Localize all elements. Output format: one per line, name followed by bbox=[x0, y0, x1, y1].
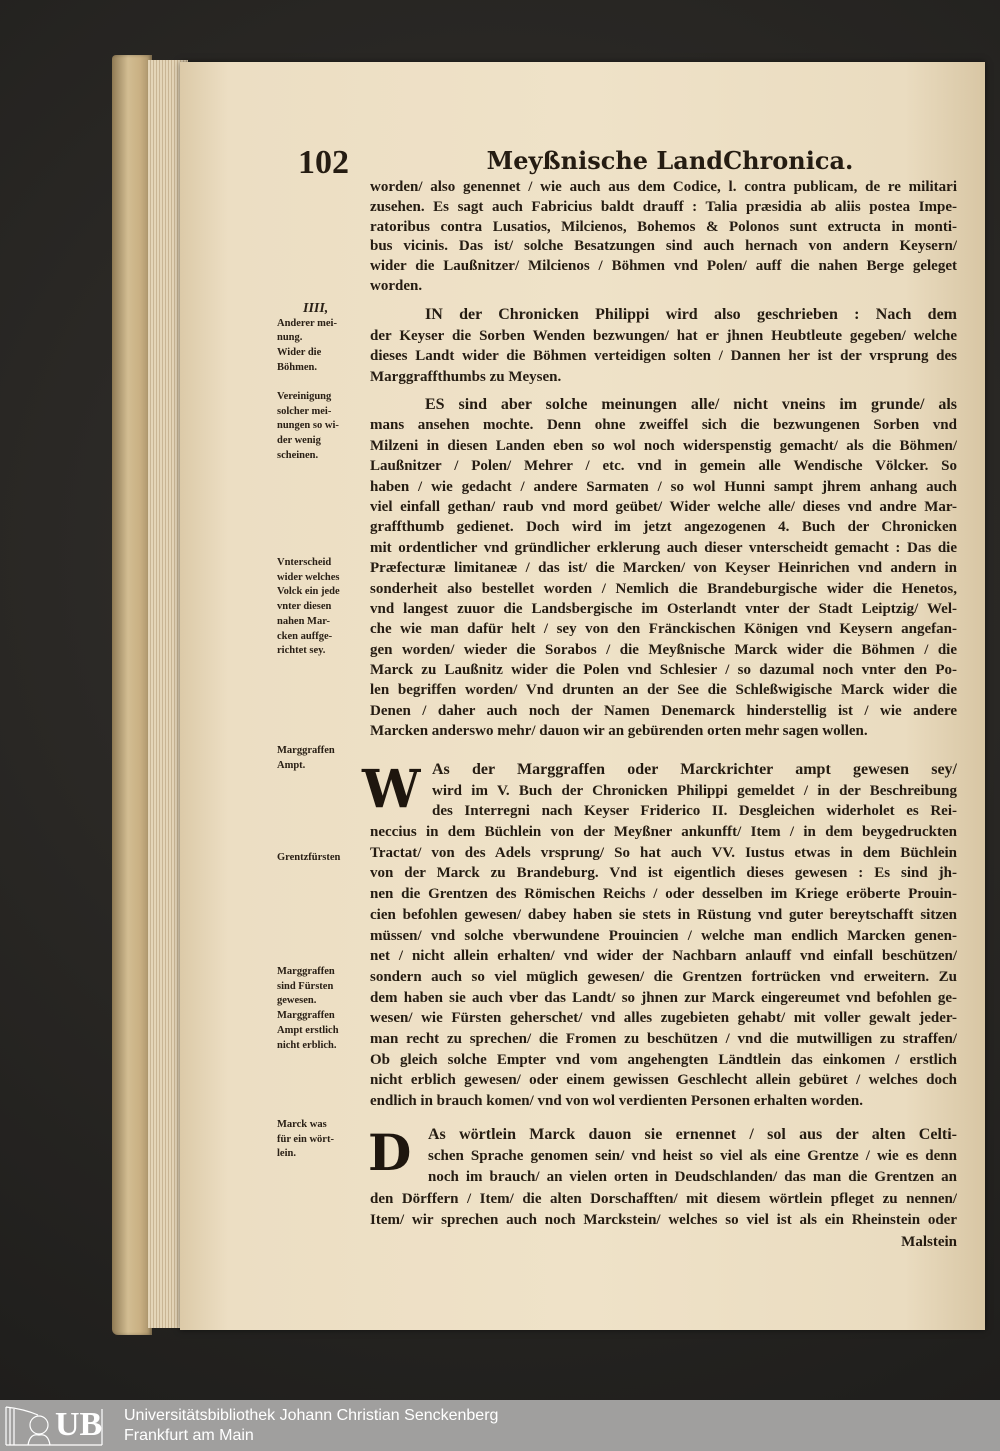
text-line: mit ordentlicher vnd gründlicher erklerung auch dieser vnterscheidt gemacht : Das die bbox=[370, 539, 957, 556]
page-number: 102 bbox=[298, 144, 349, 181]
margin-note-line: solcher mei- bbox=[277, 405, 332, 417]
margin-note-line: Grentzfürsten bbox=[277, 852, 341, 863]
text-line: sondern auch so viel müglich gewesen/ die Grentzen fortrücken vnd erweitern. Zu bbox=[370, 968, 957, 985]
paragraph-1 bbox=[370, 178, 957, 297]
margin-note-line: IIII, bbox=[303, 301, 329, 316]
margin-note-line: Vereinigung bbox=[277, 391, 332, 402]
text-line: Marcken anderswo mehr/ dauon wir an gebürenden orten mehr sagen wollen. bbox=[370, 723, 868, 740]
text-line: Denen / daher auch noch der Namen Denemarck hinderstellig ist / wie andere bbox=[370, 702, 957, 719]
text-line: den Dörffern / Item/ die alten Dorschafften/ mit diesem wörtlein pfleget zu nennen/ bbox=[370, 1190, 957, 1207]
margin-note-line: cken auffge- bbox=[277, 630, 333, 642]
text-line: Præfecturæ limitaneæ / das ist/ die Marcken/ von Keyser Heinrichen vnd andern in bbox=[370, 560, 957, 577]
text-line: bus vicinis. Das ist/ solche Besatzungen sind auch hernach von andern Keysern/ bbox=[370, 238, 957, 255]
book-cover-edge bbox=[112, 55, 152, 1335]
margin-note bbox=[277, 556, 367, 659]
margin-note bbox=[277, 390, 367, 464]
margin-note-line: Wider die bbox=[277, 347, 322, 359]
margin-note-line: Marggraffen bbox=[277, 1010, 335, 1022]
margin-note-line: Marggraffen bbox=[277, 966, 335, 977]
margin-note-line: Marggraffen bbox=[277, 745, 335, 756]
text-line: IN der Chronicken Philippi wird also geschrieben : Nach dem bbox=[425, 306, 957, 323]
text-line: Item/ wir sprechen auch noch Marckstein/ welches so viel ist als ein Rheinstein oder bbox=[370, 1212, 957, 1228]
margin-note-line: Ampt erstlich bbox=[277, 1024, 339, 1036]
library-name-line2: Frankfurt am Main bbox=[124, 1427, 254, 1444]
text-line: neccius in dem Büchlein von der Meyßner ankunfft/ Item / in dem beygedruckten bbox=[370, 824, 957, 841]
library-footer bbox=[0, 1400, 1000, 1451]
text-line: wird im V. Buch der Chronicken Philippi gemeldet / in der Beschreibung bbox=[432, 782, 957, 799]
text-line: Tractat/ von des Adels vrsprung/ So hat auch VV. Iustus etwas in dem Büchlein bbox=[370, 844, 957, 861]
text-line: len begriffen worden/ Vnd drunten an der See die Schleßwigische Marck wider die bbox=[370, 682, 957, 699]
text-line: ES sind aber solche meinungen alle/ nicht vneins im grunde/ als bbox=[425, 396, 957, 413]
paragraph-2 bbox=[370, 305, 957, 387]
text-line: Marck zu Laußnitz wider die Polen vnd Schlesier / so dazumal noch vnter den Po- bbox=[370, 662, 957, 679]
text-line: viel einfall gethan/ raub vnd mord geübet/ Wider welche alle/ dieses vnd andre Mar- bbox=[370, 498, 957, 515]
text-line: Milzeni in diesen Landen eben so wol noch widerspenstig gemacht/ als die Böhmen/ bbox=[370, 437, 957, 454]
text-line: des Interregni nach Keyser Friderico II. Desgleichen widerholet es Rei- bbox=[432, 803, 957, 820]
drop-cap-d: D bbox=[368, 1123, 412, 1182]
library-name bbox=[124, 1406, 498, 1446]
margin-note-line: Böhmen. bbox=[277, 361, 317, 373]
text-line: che wie man dafür helt / sey von den Fränckischen Königen vnd Keysern angefan- bbox=[370, 621, 957, 638]
text-line: von der Marck zu Brandeburg. Vnd ist eigentlich dieses gewesen : Es sind jh- bbox=[370, 865, 957, 882]
margin-note-line: Anderer mei- bbox=[277, 317, 337, 329]
paragraph-4 bbox=[370, 760, 957, 1112]
text-line: nicht erblich gewesen/ oder einem gewissen Geschlecht allein gebüret / welches doch bbox=[370, 1072, 957, 1089]
paragraph-5 bbox=[370, 1124, 957, 1253]
margin-note bbox=[277, 1118, 367, 1162]
margin-note bbox=[277, 302, 367, 376]
text-line: nen die Grentzen des Römischen Reichs / oder desselben im Kriege eröberte Prouin- bbox=[370, 886, 957, 903]
text-line: mans ansehen mochte. Denn ohne zweiffel sich die bezwungenen Sorben vnd bbox=[370, 417, 957, 434]
margin-note-line: Marck was bbox=[277, 1119, 327, 1130]
margin-note-line: richtet sey. bbox=[277, 645, 326, 657]
text-line: schen Sprache genomen sein/ vnd heist so viel als eine Grentze / wie es denn bbox=[428, 1147, 957, 1164]
text-line: worden. bbox=[370, 277, 423, 294]
margin-note-line: für ein wört- bbox=[277, 1133, 334, 1145]
margin-note bbox=[277, 744, 367, 773]
margin-note-line: nung. bbox=[277, 332, 303, 344]
margin-note-line: scheinen. bbox=[277, 449, 319, 461]
running-head: Meyßnische LandChronica. bbox=[486, 146, 854, 175]
margin-note-line: gewesen. bbox=[277, 995, 317, 1007]
text-line: net / nicht allein erhalten/ vnd wider der Nachbarn anlauff vnd einfall beschützen/ bbox=[370, 948, 957, 965]
text-line: haben / wie gedacht / andere Sarmaten / so wol Hunni sampt jhrem anhang auch bbox=[370, 478, 957, 495]
margin-note bbox=[277, 965, 367, 1053]
text-line: Malstein bbox=[901, 1233, 957, 1250]
margin-note-line: nicht erblich. bbox=[277, 1039, 337, 1051]
text-line: dieses Landt wider die Böhmen verteidigen solten / Dannen her ist der vrsprung des bbox=[370, 348, 957, 364]
text-line: gen worden/ wieder die Sorabos / die Meyßnische Marck wider die Böhmen / die bbox=[370, 641, 957, 658]
margin-note-line: Volck ein jede bbox=[277, 586, 340, 598]
text-line: noch im brauch/ an vielen orten in Deudschlanden/ das man die Grentzen an bbox=[428, 1169, 957, 1185]
margin-note-line: vnter diesen bbox=[277, 601, 332, 613]
text-line: vnd langest zuuor die Landsbergische im Osterlandt vnter der Stadt Leiptzig/ Wel- bbox=[370, 600, 957, 617]
text-line: man recht zu sprechen/ die Fromen zu beschützen / vnd die mutwilligen zu straffen/ bbox=[370, 1030, 957, 1047]
margin-note-line: der wenig bbox=[277, 435, 321, 447]
text-line: Ob gleich solche Empter vnd vom angehengten Ländtlein das einkomen / erstlich bbox=[370, 1051, 957, 1068]
text-line: graffthumb gedienet. Doch wird im jetzt angezogenen 4. Buch der Chronicken bbox=[370, 519, 957, 536]
drop-cap-w: W bbox=[362, 759, 421, 820]
text-line: sonderheit also bestellet worden / Nemlich die Brandeburgische wider die Henetos, bbox=[370, 580, 957, 597]
margin-note-line: nahen Mar- bbox=[277, 615, 330, 627]
text-line: dem haben sie auch vber das Landt/ so jhnen zur Marck eingereumet vnd befohlen ge- bbox=[370, 989, 957, 1006]
text-line: zusehen. Es sagt auch Fabricius baldt drauff : Talia præsidia ab aliis postea Impe- bbox=[370, 198, 957, 215]
text-line: ratoribus contra Lusatios, Milcienos, Bohemos & Polonos sunt extructa in monti- bbox=[370, 218, 957, 235]
margin-note-line: nungen so wi- bbox=[277, 420, 339, 432]
text-line: As der Marggraffen oder Marckrichter ampt gewesen sey/ bbox=[432, 761, 957, 778]
text-line: wider die Laußnitzer/ Milcienos / Böhmen vnd Polen/ auff die nahen Berge geleget bbox=[370, 258, 957, 275]
text-line: Laußnitzer / Polen/ Mehrer / etc. vnd in gemein alle Wendische Völcker. So bbox=[370, 458, 957, 475]
margin-note-line: lein. bbox=[277, 1148, 296, 1160]
margin-note-line: Ampt. bbox=[277, 759, 306, 771]
text-line: der Keyser die Sorben Wenden bezwungen/ hat er jhnen Heubtleute gegeben/ welche bbox=[370, 327, 957, 344]
text-line: cien befohlen gewesen/ dabey haben sie stets in Rüstung vnd guter bereytschafft sitzen bbox=[370, 906, 957, 923]
text-line: worden/ also genennet / wie auch aus dem Codice, l. contra publicam, de re militari bbox=[370, 179, 957, 195]
text-line: müssen/ vnd solche vberwundene Prouincien / welche man endlich Marcken genen- bbox=[370, 927, 957, 944]
text-line: endlich in brauch komen/ vnd von wol verdienten Personen erhalten worden. bbox=[370, 1093, 863, 1109]
text-line: As wörtlein Marck dauon sie ernennet / sol aus der alten Celti- bbox=[428, 1126, 957, 1143]
text-line: wesen/ wie Fürsten geherschet/ vnd alles zugebieten gehabt/ mit voller gewalt jeder- bbox=[370, 1010, 957, 1027]
text-line: Marggraffthumbs zu Meysen. bbox=[370, 368, 562, 385]
margin-note-line: wider welches bbox=[277, 571, 340, 583]
margin-note-line: sind Fürsten bbox=[277, 980, 334, 992]
library-name-line1: Universitätsbibliothek Johann Christian Senckenberg bbox=[124, 1407, 499, 1424]
margin-note-line: Vnterscheid bbox=[277, 557, 332, 568]
margin-note bbox=[277, 851, 367, 866]
paragraph-3 bbox=[370, 395, 957, 742]
library-logo-text: UB bbox=[55, 1406, 103, 1443]
